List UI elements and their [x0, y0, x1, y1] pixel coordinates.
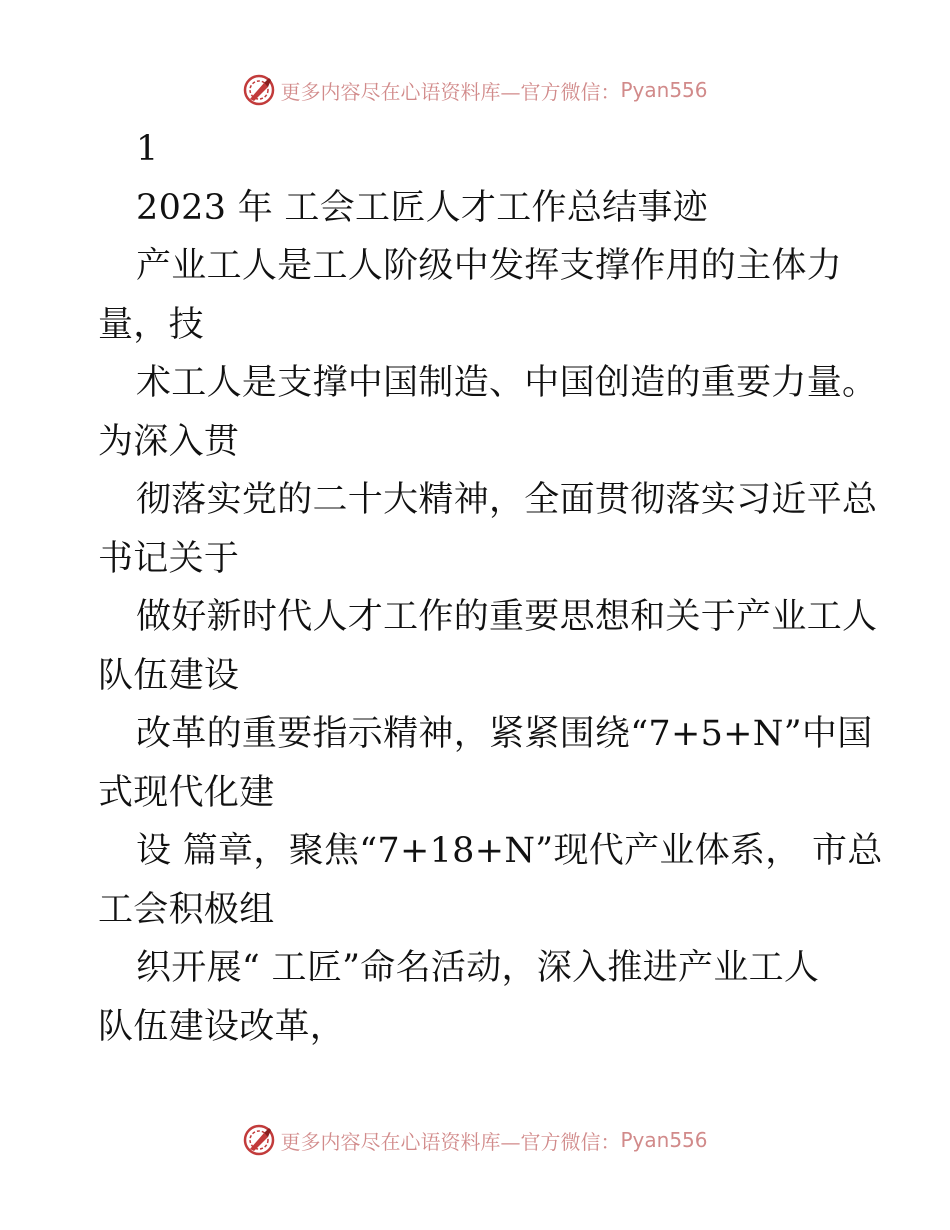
text-line: 式现代化建 [98, 772, 275, 813]
header-banner-text: 更多内容尽在心语资料库—官方微信： [280, 79, 621, 104]
text-line: 产业工人是工人阶级中发挥支撑作用的主体力 [136, 246, 843, 286]
pen-nib-logo-icon [242, 73, 276, 107]
pen-nib-logo-icon [242, 1123, 276, 1157]
footer-banner-text: 更多内容尽在心语资料库—官方微信： [280, 1129, 621, 1154]
header-banner [0, 70, 950, 110]
page-number: 1 [136, 129, 159, 169]
text-line: 为深入贯 [98, 421, 240, 462]
footer-banner [0, 1120, 950, 1160]
text-line: 改革的重要指示精神，紧紧围绕“7+5+N”中国 [136, 714, 873, 754]
text-line: 工会积极组 [98, 889, 275, 930]
text-line: 书记关于 [98, 538, 240, 579]
header-banner-wechat-id: Pyan556 [620, 78, 708, 102]
text-line: 做好新时代人才工作的重要思想和关于产业工人 [136, 597, 878, 637]
text-line: 队伍建设改革， [98, 1006, 346, 1047]
text-line: 量，技 [98, 304, 204, 345]
text-line: 设 篇章，聚焦“7+18+N”现代产业体系， 市总 [136, 831, 883, 871]
footer-banner-wechat-id: Pyan556 [620, 1128, 708, 1152]
text-line: 织开展“ 工匠”命名活动，深入推进产业工人 [136, 948, 820, 988]
text-line: 术工人是支撑中国制造、中国创造的重要力量。 [136, 363, 878, 403]
document-title: 2023 年 工会工匠人才工作总结事迹 [136, 187, 709, 228]
text-line: 彻落实党的二十大精神，全面贯彻落实习近平总 [136, 480, 878, 520]
document-body [98, 120, 883, 1056]
text-line: 队伍建设 [98, 655, 240, 696]
